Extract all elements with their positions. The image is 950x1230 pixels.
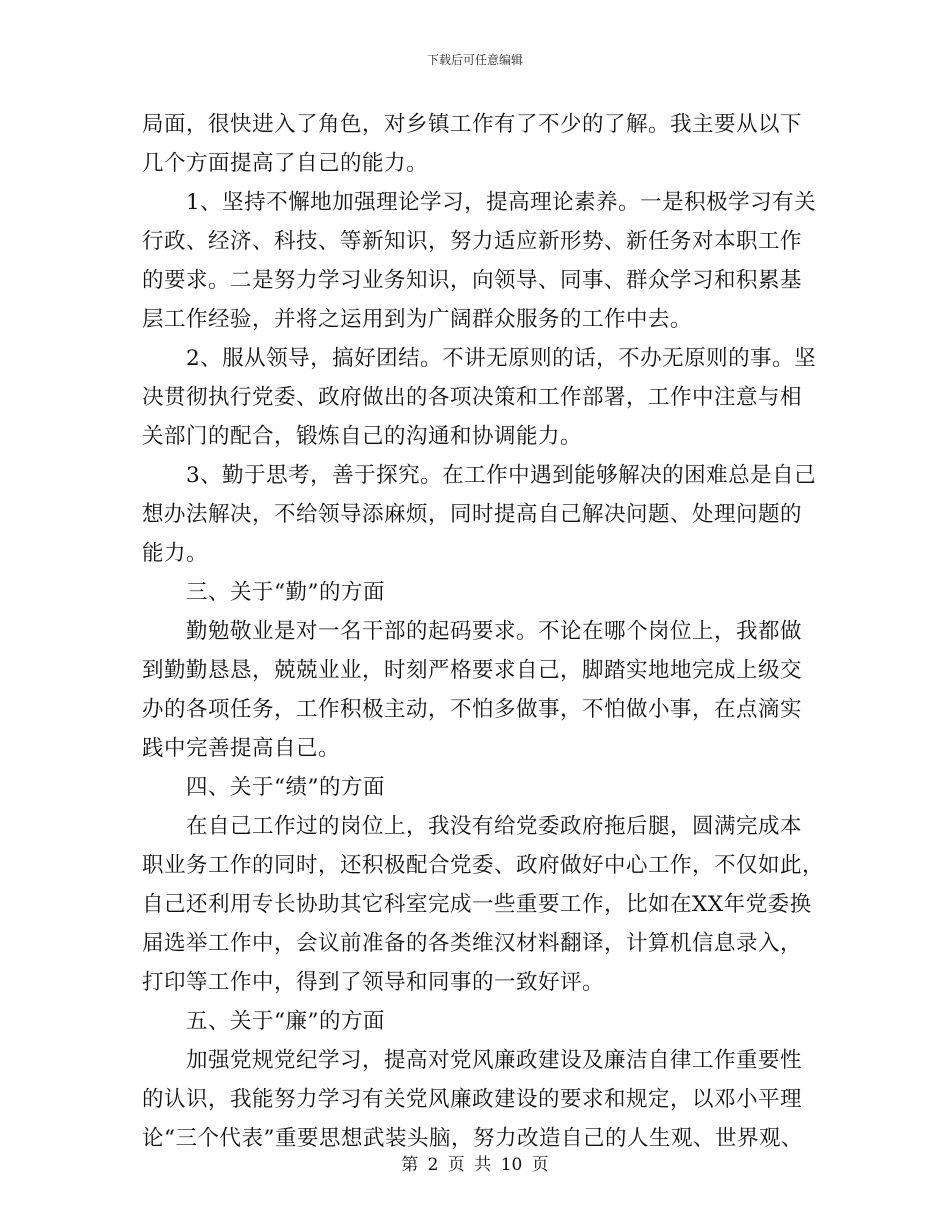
body-line: 层工作经验，并将之运用到为广阔群众服务的工作中去。 [142, 307, 693, 332]
page-number-footer: 第 2 页 共 10 页 [401, 1155, 549, 1175]
body-line: 勤勉敬业是对一名干部的起码要求。不论在哪个岗位上，我都做 [186, 619, 803, 644]
body-line: 2、服从领导，搞好团结。不讲无原则的话，不办无原则的事。坚 [186, 346, 817, 371]
body-line: 决贯彻执行党委、政府做出的各项决策和工作部署，工作中注意与相 [142, 385, 803, 410]
page-header: 下载后可任意编辑 [426, 53, 523, 67]
body-line: 践中完善提高自己。 [142, 736, 341, 761]
body-line: 3、勤于思考，善于探究。在工作中遇到能够解决的困难总是自己 [186, 463, 817, 488]
body-line: 的要求。二是努力学习业务知识，向领导、同事、群众学习和积累基 [142, 268, 803, 293]
body-line: 关部门的配合，锻炼自己的沟通和协调能力。 [142, 424, 583, 449]
body-line: 论“三个代表”重要思想武装头脑，努力改造自己的人生观、世界观、 [142, 1126, 803, 1151]
section-heading: 三、关于“勤”的方面 [186, 580, 385, 605]
body-line: 的认识，我能努力学习有关党风廉政建设的要求和规定，以邓小平理 [142, 1087, 803, 1112]
body-line: 行政、经济、科技、等新知识，努力适应新形势、新任务对本职工作 [142, 229, 803, 254]
body-line: 到勤勤恳恳，兢兢业业，时刻严格要求自己，脚踏实地地完成上级交 [142, 658, 803, 683]
body-line: 局面，很快进入了角色，对乡镇工作有了不少的了解。我主要从以下 [142, 112, 803, 137]
body-line: 自己还利用专长协助其它科室完成一些重要工作，比如在XX年党委换 [142, 892, 812, 917]
body-line: 几个方面提高了自己的能力。 [142, 151, 429, 176]
body-line: 办的各项任务，工作积极主动，不怕多做事，不怕做小事，在点滴实 [142, 697, 803, 722]
body-line: 届选举工作中，会议前准备的各类维汉材料翻译，计算机信息录入， [142, 931, 803, 956]
section-heading: 四、关于“绩”的方面 [186, 775, 385, 800]
body-line: 打印等工作中，得到了领导和同事的一致好评。 [142, 970, 605, 995]
body-line: 在自己工作过的岗位上，我没有给党委政府拖后腿，圆满完成本 [186, 814, 803, 839]
body-line: 职业务工作的同时，还积极配合党委、政府做好中心工作，不仅如此， [142, 853, 825, 878]
body-line: 想办法解决，不给领导添麻烦，同时提高自己解决问题、处理问题的 [142, 502, 803, 527]
body-line: 1、坚持不懈地加强理论学习，提高理论素养。一是积极学习有关 [186, 190, 817, 215]
body-line: 能力。 [142, 541, 209, 566]
document-body [142, 105, 825, 1158]
section-heading: 五、关于“廉”的方面 [186, 1009, 385, 1034]
body-line: 加强党规党纪学习，提高对党风廉政建设及廉洁自律工作重要性 [186, 1048, 803, 1073]
